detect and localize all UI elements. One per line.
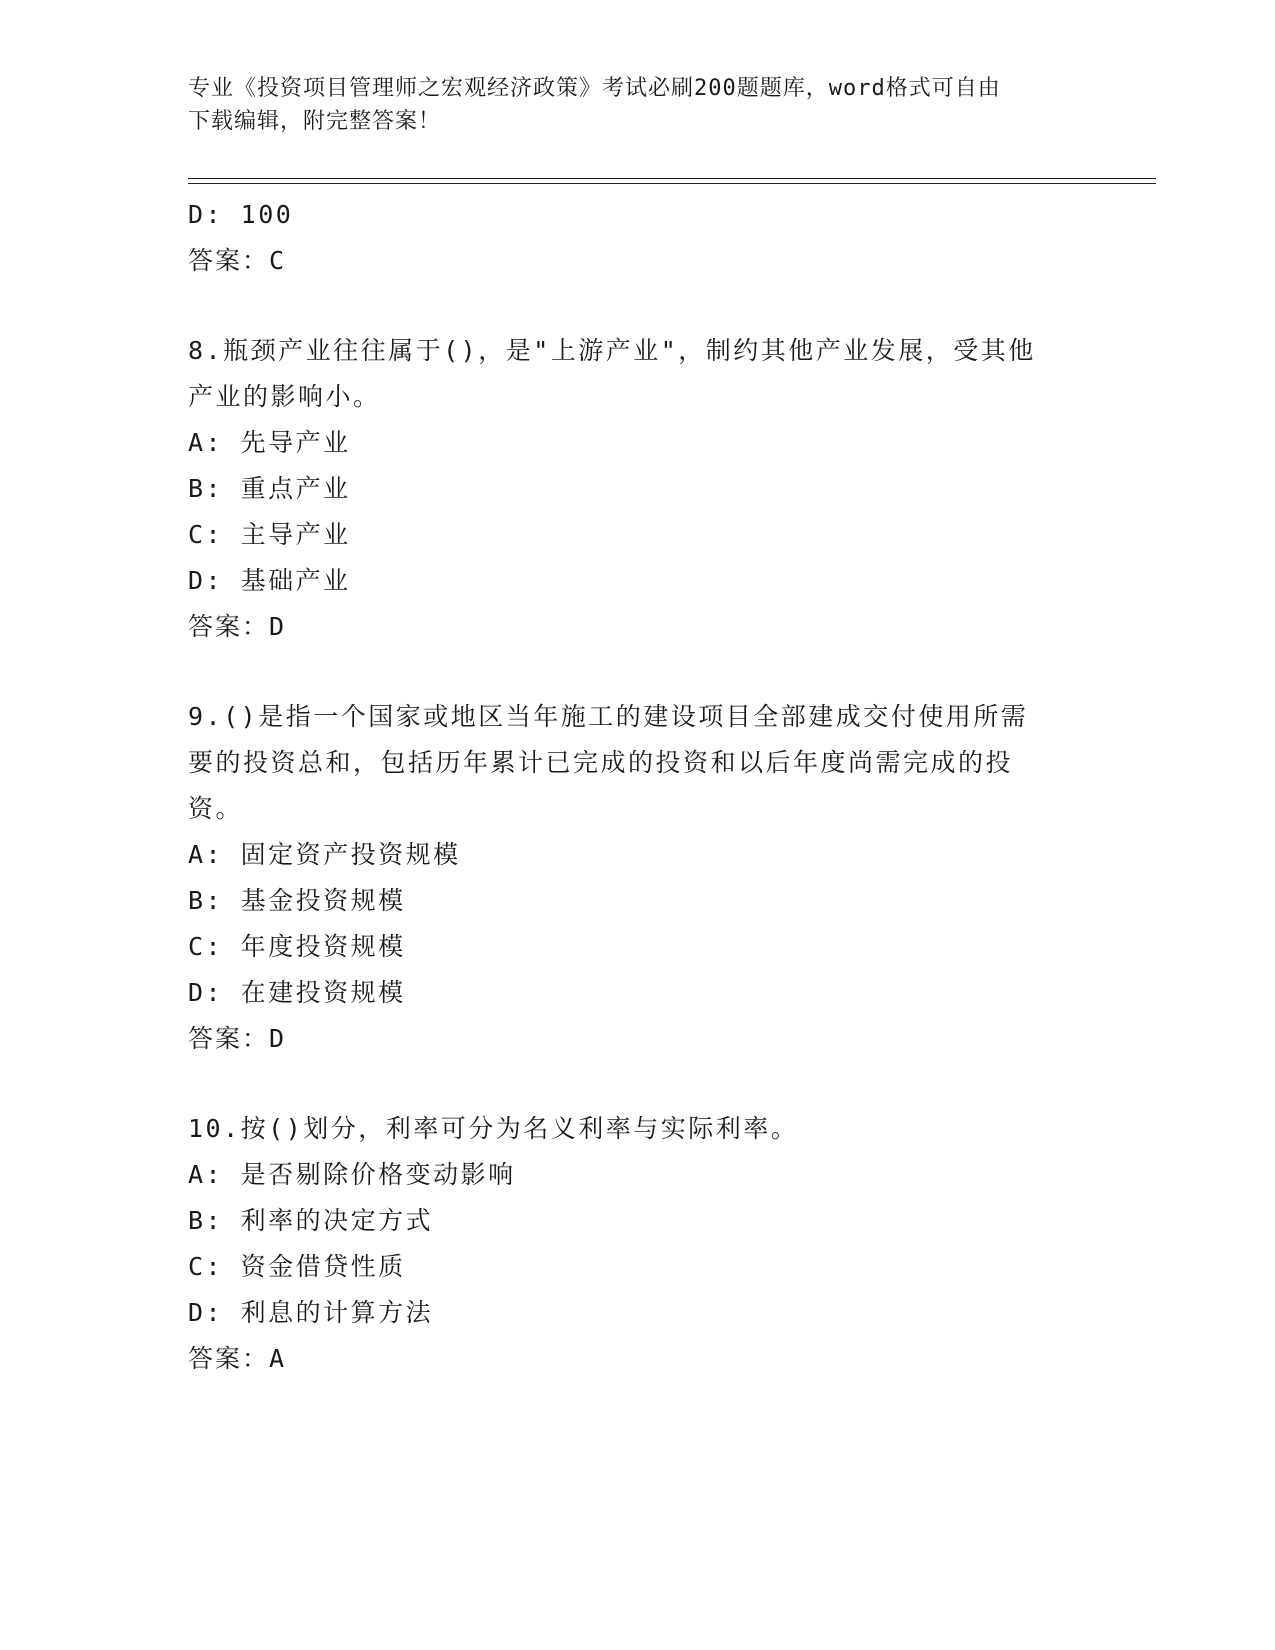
question-text-line: 要的投资总和，包括历年累计已完成的投资和以后年度尚需完成的投 bbox=[188, 748, 1014, 777]
option-d: D: 100 bbox=[188, 200, 294, 229]
answer-label: 答案：D bbox=[188, 612, 287, 641]
question-text-line: 资。 bbox=[188, 794, 244, 823]
option-a: A: 固定资产投资规模 bbox=[188, 840, 461, 869]
question-text-line: 8.瓶颈产业往往属于()，是"上游产业"，制约其他产业发展，受其他 bbox=[188, 336, 1036, 365]
document-header bbox=[188, 72, 1068, 138]
option-c: C: 主导产业 bbox=[188, 520, 351, 549]
header-divider-bottom bbox=[188, 183, 1156, 184]
option-d: D: 利息的计算方法 bbox=[188, 1298, 434, 1327]
spacer bbox=[188, 284, 1068, 328]
question-content bbox=[188, 192, 1068, 1382]
option-b: B: 基金投资规模 bbox=[188, 886, 406, 915]
question-text-line: 9.()是指一个国家或地区当年施工的建设项目全部建成交付使用所需 bbox=[188, 702, 1029, 731]
option-d: D: 基础产业 bbox=[188, 566, 351, 595]
answer-label: 答案：C bbox=[188, 246, 287, 275]
header-line-2: 下载编辑，附完整答案！ bbox=[188, 109, 442, 134]
option-c: C: 资金借贷性质 bbox=[188, 1252, 406, 1281]
answer-label: 答案：A bbox=[188, 1344, 287, 1373]
option-d: D: 在建投资规模 bbox=[188, 978, 406, 1007]
option-b: B: 重点产业 bbox=[188, 474, 351, 503]
option-a: A: 先导产业 bbox=[188, 428, 351, 457]
option-b: B: 利率的决定方式 bbox=[188, 1206, 434, 1235]
question-9 bbox=[188, 694, 1068, 1062]
question-10 bbox=[188, 1106, 1068, 1382]
spacer bbox=[188, 1062, 1068, 1106]
question-text-line: 产业的影响小。 bbox=[188, 382, 381, 411]
option-c: C: 年度投资规模 bbox=[188, 932, 406, 961]
question-8 bbox=[188, 328, 1068, 650]
previous-question-tail bbox=[188, 192, 1068, 284]
header-divider-top bbox=[188, 178, 1156, 179]
option-a: A: 是否剔除价格变动影响 bbox=[188, 1160, 516, 1189]
answer-label: 答案：D bbox=[188, 1024, 287, 1053]
header-line-1: 专业《投资项目管理师之宏观经济政策》考试必刷200题题库，word格式可自由 bbox=[188, 76, 1001, 101]
spacer bbox=[188, 650, 1068, 694]
question-text-line: 10.按()划分，利率可分为名义利率与实际利率。 bbox=[188, 1114, 799, 1143]
